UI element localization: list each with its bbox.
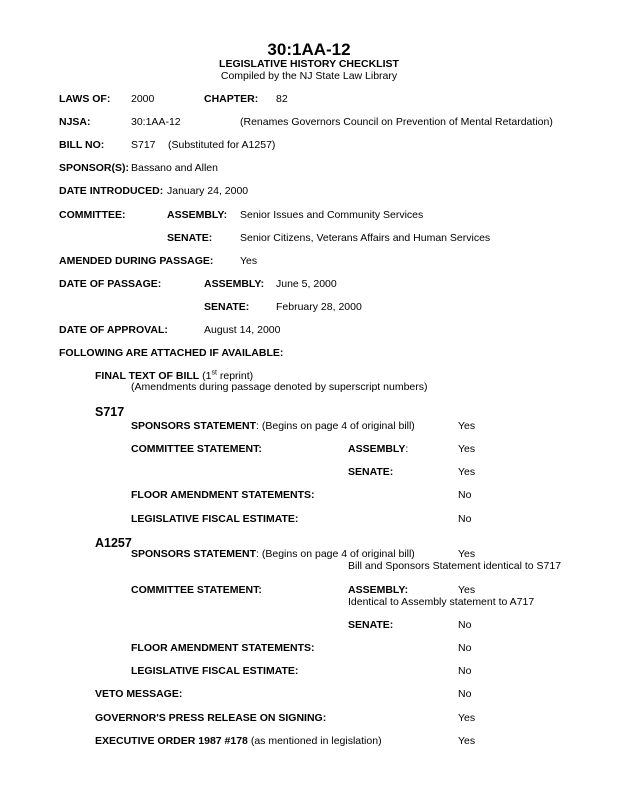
a1257-assembly-label: ASSEMBLY: <box>348 584 409 596</box>
veto-label: VETO MESSAGE: <box>95 688 183 700</box>
final-text-note: (Amendments during passage denoted by superscript numbers) <box>131 381 428 393</box>
final-text-label: FINAL TEXT OF BILL <box>95 370 200 382</box>
passage-senate-value: February 28, 2000 <box>276 301 362 313</box>
chapter-label: CHAPTER: <box>204 93 259 105</box>
compiled-by: Compiled by the NJ State Law Library <box>220 70 398 82</box>
s717-sponsors-statement-note: : (Begins on page 4 of original bill) <box>256 420 415 432</box>
s717-assembly-label: ASSEMBLY <box>348 443 406 455</box>
committee-assembly-value: Senior Issues and Community Services <box>240 209 424 221</box>
committee-assembly-label: ASSEMBLY: <box>167 209 228 221</box>
a1257-fiscal-label: LEGISLATIVE FISCAL ESTIMATE: <box>131 665 299 677</box>
laws-of-value: 2000 <box>131 93 155 105</box>
s717-assembly <box>348 443 408 456</box>
exec-order-value: Yes <box>458 735 476 747</box>
date-of-approval-label: DATE OF APPROVAL: <box>59 324 168 336</box>
s717-assembly-value: Yes <box>458 443 476 455</box>
s717-floor-label: FLOOR AMENDMENT STATEMENTS: <box>131 489 315 501</box>
final-text-reprint-sup: st <box>211 369 217 377</box>
attached-heading: FOLLOWING ARE ATTACHED IF AVAILABLE: <box>59 347 284 359</box>
njsa-value: 30:1AA-12 <box>131 116 181 128</box>
exec-order-note: (as mentioned in legislation) <box>247 735 382 747</box>
a1257-fiscal-value: No <box>458 665 472 677</box>
date-introduced-value: January 24, 2000 <box>167 185 249 197</box>
a1257-heading: A1257 <box>95 536 132 550</box>
s717-heading: S717 <box>95 405 125 419</box>
bill-no-value: S717 <box>131 139 156 151</box>
amended-value: Yes <box>240 255 258 267</box>
sponsors-label: SPONSOR(S): <box>59 162 130 174</box>
press-release-value: Yes <box>458 712 476 724</box>
njsa-note: (Renames Governors Council on Prevention of Mental Retardation) <box>240 116 553 128</box>
passage-senate-label: SENATE: <box>204 301 250 313</box>
s717-fiscal-value: No <box>458 513 472 525</box>
a1257-senate-label: SENATE: <box>348 619 394 631</box>
s717-assembly-colon: : <box>405 443 409 455</box>
sponsors-value: Bassano and Allen <box>131 162 218 174</box>
a1257-sponsors-statement-note: : (Begins on page 4 of original bill) <box>256 548 415 560</box>
s717-committee-statement-label: COMMITTEE STATEMENT: <box>131 443 262 455</box>
a1257-sponsors-statement-label: SPONSORS STATEMENT <box>131 548 257 560</box>
a1257-floor-value: No <box>458 642 472 654</box>
page-title: 30:1AA-12 <box>267 40 351 59</box>
committee-senate-value: Senior Citizens, Veterans Affairs and Human Services <box>240 232 491 244</box>
press-release-label: GOVERNOR'S PRESS RELEASE ON SIGNING: <box>95 712 327 724</box>
laws-of-label: LAWS OF: <box>59 93 111 105</box>
s717-sponsors-statement-value: Yes <box>458 420 476 432</box>
chapter-value: 82 <box>276 93 288 105</box>
date-of-approval-value: August 14, 2000 <box>204 324 281 336</box>
a1257-sponsors-statement-extra: Bill and Sponsors Statement identical to S717 <box>348 560 562 572</box>
s717-senate-label: SENATE: <box>348 466 394 478</box>
njsa-label: NJSA: <box>59 116 91 128</box>
exec-order <box>95 735 382 748</box>
s717-sponsors-statement-label: SPONSORS STATEMENT <box>131 420 257 432</box>
amended-label: AMENDED DURING PASSAGE: <box>59 255 214 267</box>
s717-floor-value: No <box>458 489 472 501</box>
committee-label: COMMITTEE: <box>59 209 126 221</box>
a1257-assembly-extra: Identical to Assembly statement to A717 <box>348 596 535 608</box>
passage-assembly-label: ASSEMBLY: <box>204 278 265 290</box>
a1257-floor-label: FLOOR AMENDMENT STATEMENTS: <box>131 642 315 654</box>
date-of-passage-label: DATE OF PASSAGE: <box>59 278 162 290</box>
bill-no-label: BILL NO: <box>59 139 105 151</box>
s717-fiscal-label: LEGISLATIVE FISCAL ESTIMATE: <box>131 513 299 525</box>
a1257-committee-statement-label: COMMITTEE STATEMENT: <box>131 584 262 596</box>
a1257-senate-value: No <box>458 619 472 631</box>
a1257-sponsors-statement-value: Yes <box>458 548 476 560</box>
passage-assembly-value: June 5, 2000 <box>276 278 337 290</box>
date-introduced-label: DATE INTRODUCED: <box>59 185 164 197</box>
veto-value: No <box>458 688 472 700</box>
s717-sponsors-statement <box>131 420 415 433</box>
final-text-reprint-close: reprint) <box>216 370 254 382</box>
committee-senate-label: SENATE: <box>167 232 213 244</box>
final-text-reprint-open: (1 <box>202 370 212 382</box>
a1257-assembly-value: Yes <box>458 584 476 596</box>
bill-no-note: (Substituted for A1257) <box>168 139 276 151</box>
checklist-subtitle: LEGISLATIVE HISTORY CHECKLIST <box>219 58 399 70</box>
s717-senate-value: Yes <box>458 466 476 478</box>
exec-order-label: EXECUTIVE ORDER 1987 #178 <box>95 735 248 747</box>
